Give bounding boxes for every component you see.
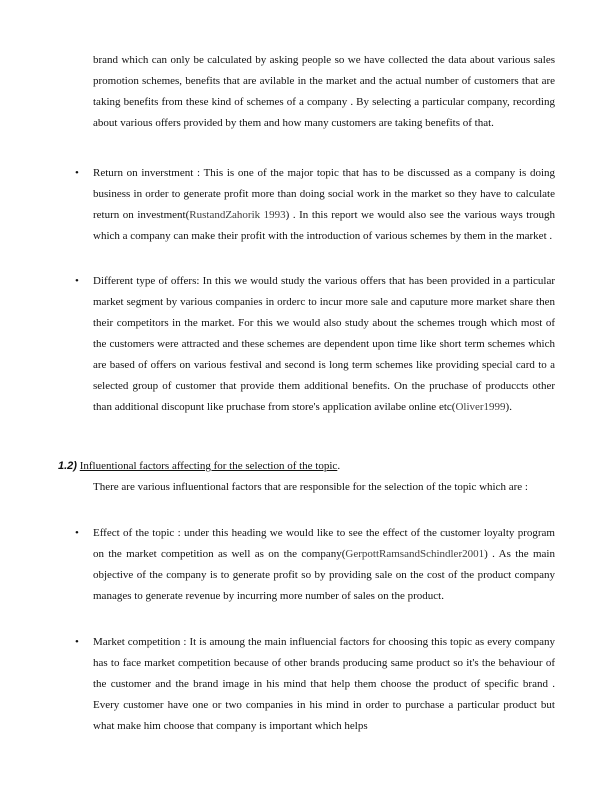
bullet-types-of-offers (93, 271, 555, 418)
citation: RustandZahorik 1993 (189, 209, 286, 221)
citation: Oliver1999 (455, 401, 506, 413)
citation: GerpottRamsandSchindler2001 (345, 548, 485, 560)
bullet-text: ). (505, 401, 512, 413)
section-number: 1.2) (58, 460, 77, 472)
bullet-text: Effect of the topic : under this heading we would like to see the effect of the customer loyalty program on the market competition as well as on the company( (93, 527, 555, 560)
bullet-market-competition (93, 632, 555, 737)
section-intro: There are various influentional factors that are responsible for the selection of the topic which are : (93, 481, 528, 493)
bullet-marker: • (75, 527, 79, 539)
section-title-end: . (337, 460, 341, 472)
bullet-effect-of-topic (93, 523, 555, 607)
bullet-text: Market competition : It is amoung the main influencial factors for choosing this topic as every company has to face market competition because of other brands producing same product so it's the behaviour of the customer and the brand image in his mind that help them choose the product of specific brand . Every customer have one or two companies in his mind in order to purchase a particular product but what make him choose that company is important which helps (93, 636, 555, 732)
continuation-paragraph: brand which can only be calculated by asking people so we have collected the data about various sales promotion schemes, benefits that are avilable in the market and the actual number of customers that are taking benefits from these kind of schemes of a company . By selecting a particular company, recording about various offers provided by them and how many customers are taking benefits of that. (93, 54, 555, 129)
bullet-text: Different type of offers: In this we would study the various offers that has been provided in a particular market segment by various companies in orderc to incur more sale and caputure more market share then their competitors in the market. For this we would also study about the schemes trough which most of the customers were attracted and these schemes are dependent upon time like short term schemes which are based of offers on various festival and second is long term schemes like providing special card to a selected group of customer that provide them additional benefits. On the pruchase of produccts other than additional discopunt like pruchase from store's application avilabe online etc( (93, 275, 555, 413)
bullet-text: Return on inverstment : This is one of the major topic that has to be discussed as a company is doing business in order to generate profit more than doing social work in the market so they have to calculate return on investment( (93, 167, 555, 221)
bullet-text: ) . In this report we would also see the various ways trough which a company can make their profit with the introduction of various schemes by them in the market . (93, 209, 555, 242)
bullet-marker: • (75, 636, 79, 648)
bullet-return-on-investment (93, 163, 555, 247)
bullet-marker: • (75, 167, 79, 179)
section-heading (58, 456, 340, 477)
bullet-marker: • (75, 275, 79, 287)
section-title: Influentional factors affecting for the selection of the topic (79, 460, 338, 472)
bullet-text: ) . As the main objective of the company is to generate profit so by providing sale on the cost of the product company manages to generate revenue by incurring more number of sales on the product. (93, 548, 555, 602)
